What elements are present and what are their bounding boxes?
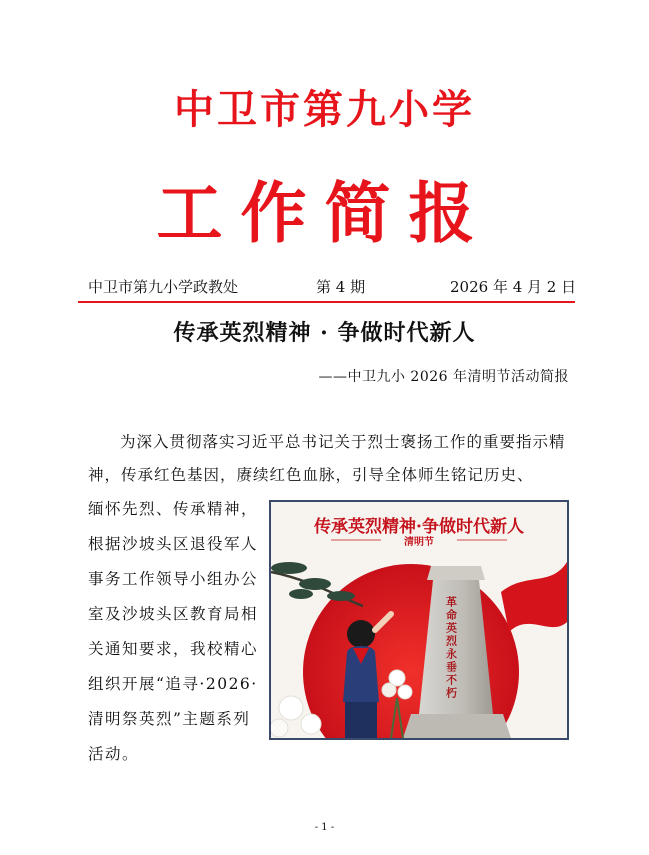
masthead-meta xyxy=(88,276,578,297)
article-headline: 传承英烈精神 · 争做时代新人 xyxy=(173,320,476,346)
department-label: 中卫市第九小学政教处 xyxy=(88,278,239,296)
article-paragraph-wrap: 缅怀先烈、传承精神，根据沙坡头区退役军人事务工作领导小组办公室及沙坡头区教育局相关通知要求，我校精心组织开展“追寻·2026·清明祭英烈”主题系列活动。 xyxy=(88,500,259,763)
poster-title: 传承英烈精神·争做时代新人 xyxy=(314,517,524,537)
issue-date: 2026 年 4 月 2 日 xyxy=(450,278,577,296)
monument-inscription: 革命英烈永垂不朽 xyxy=(444,596,458,700)
masthead-divider xyxy=(78,301,575,303)
article-paragraph-intro: 为深入贯彻落实习近平总书记关于烈士褒扬工作的重要指示精神，传承红色基因，赓续红色血脉，引导全体师生铭记历史、 xyxy=(88,433,566,484)
poster-subtitle: 清明节 xyxy=(404,537,434,548)
qingming-poster xyxy=(269,500,569,740)
issue-number: 第 4 期 xyxy=(316,278,366,296)
article-subheadline: ——中卫九小 2026 年清明节活动简报 xyxy=(318,369,569,385)
org-title: 中卫市第九小学 xyxy=(174,86,475,133)
brief-title: 工作简报 xyxy=(156,175,493,252)
page-number: - 1 - xyxy=(314,822,335,833)
